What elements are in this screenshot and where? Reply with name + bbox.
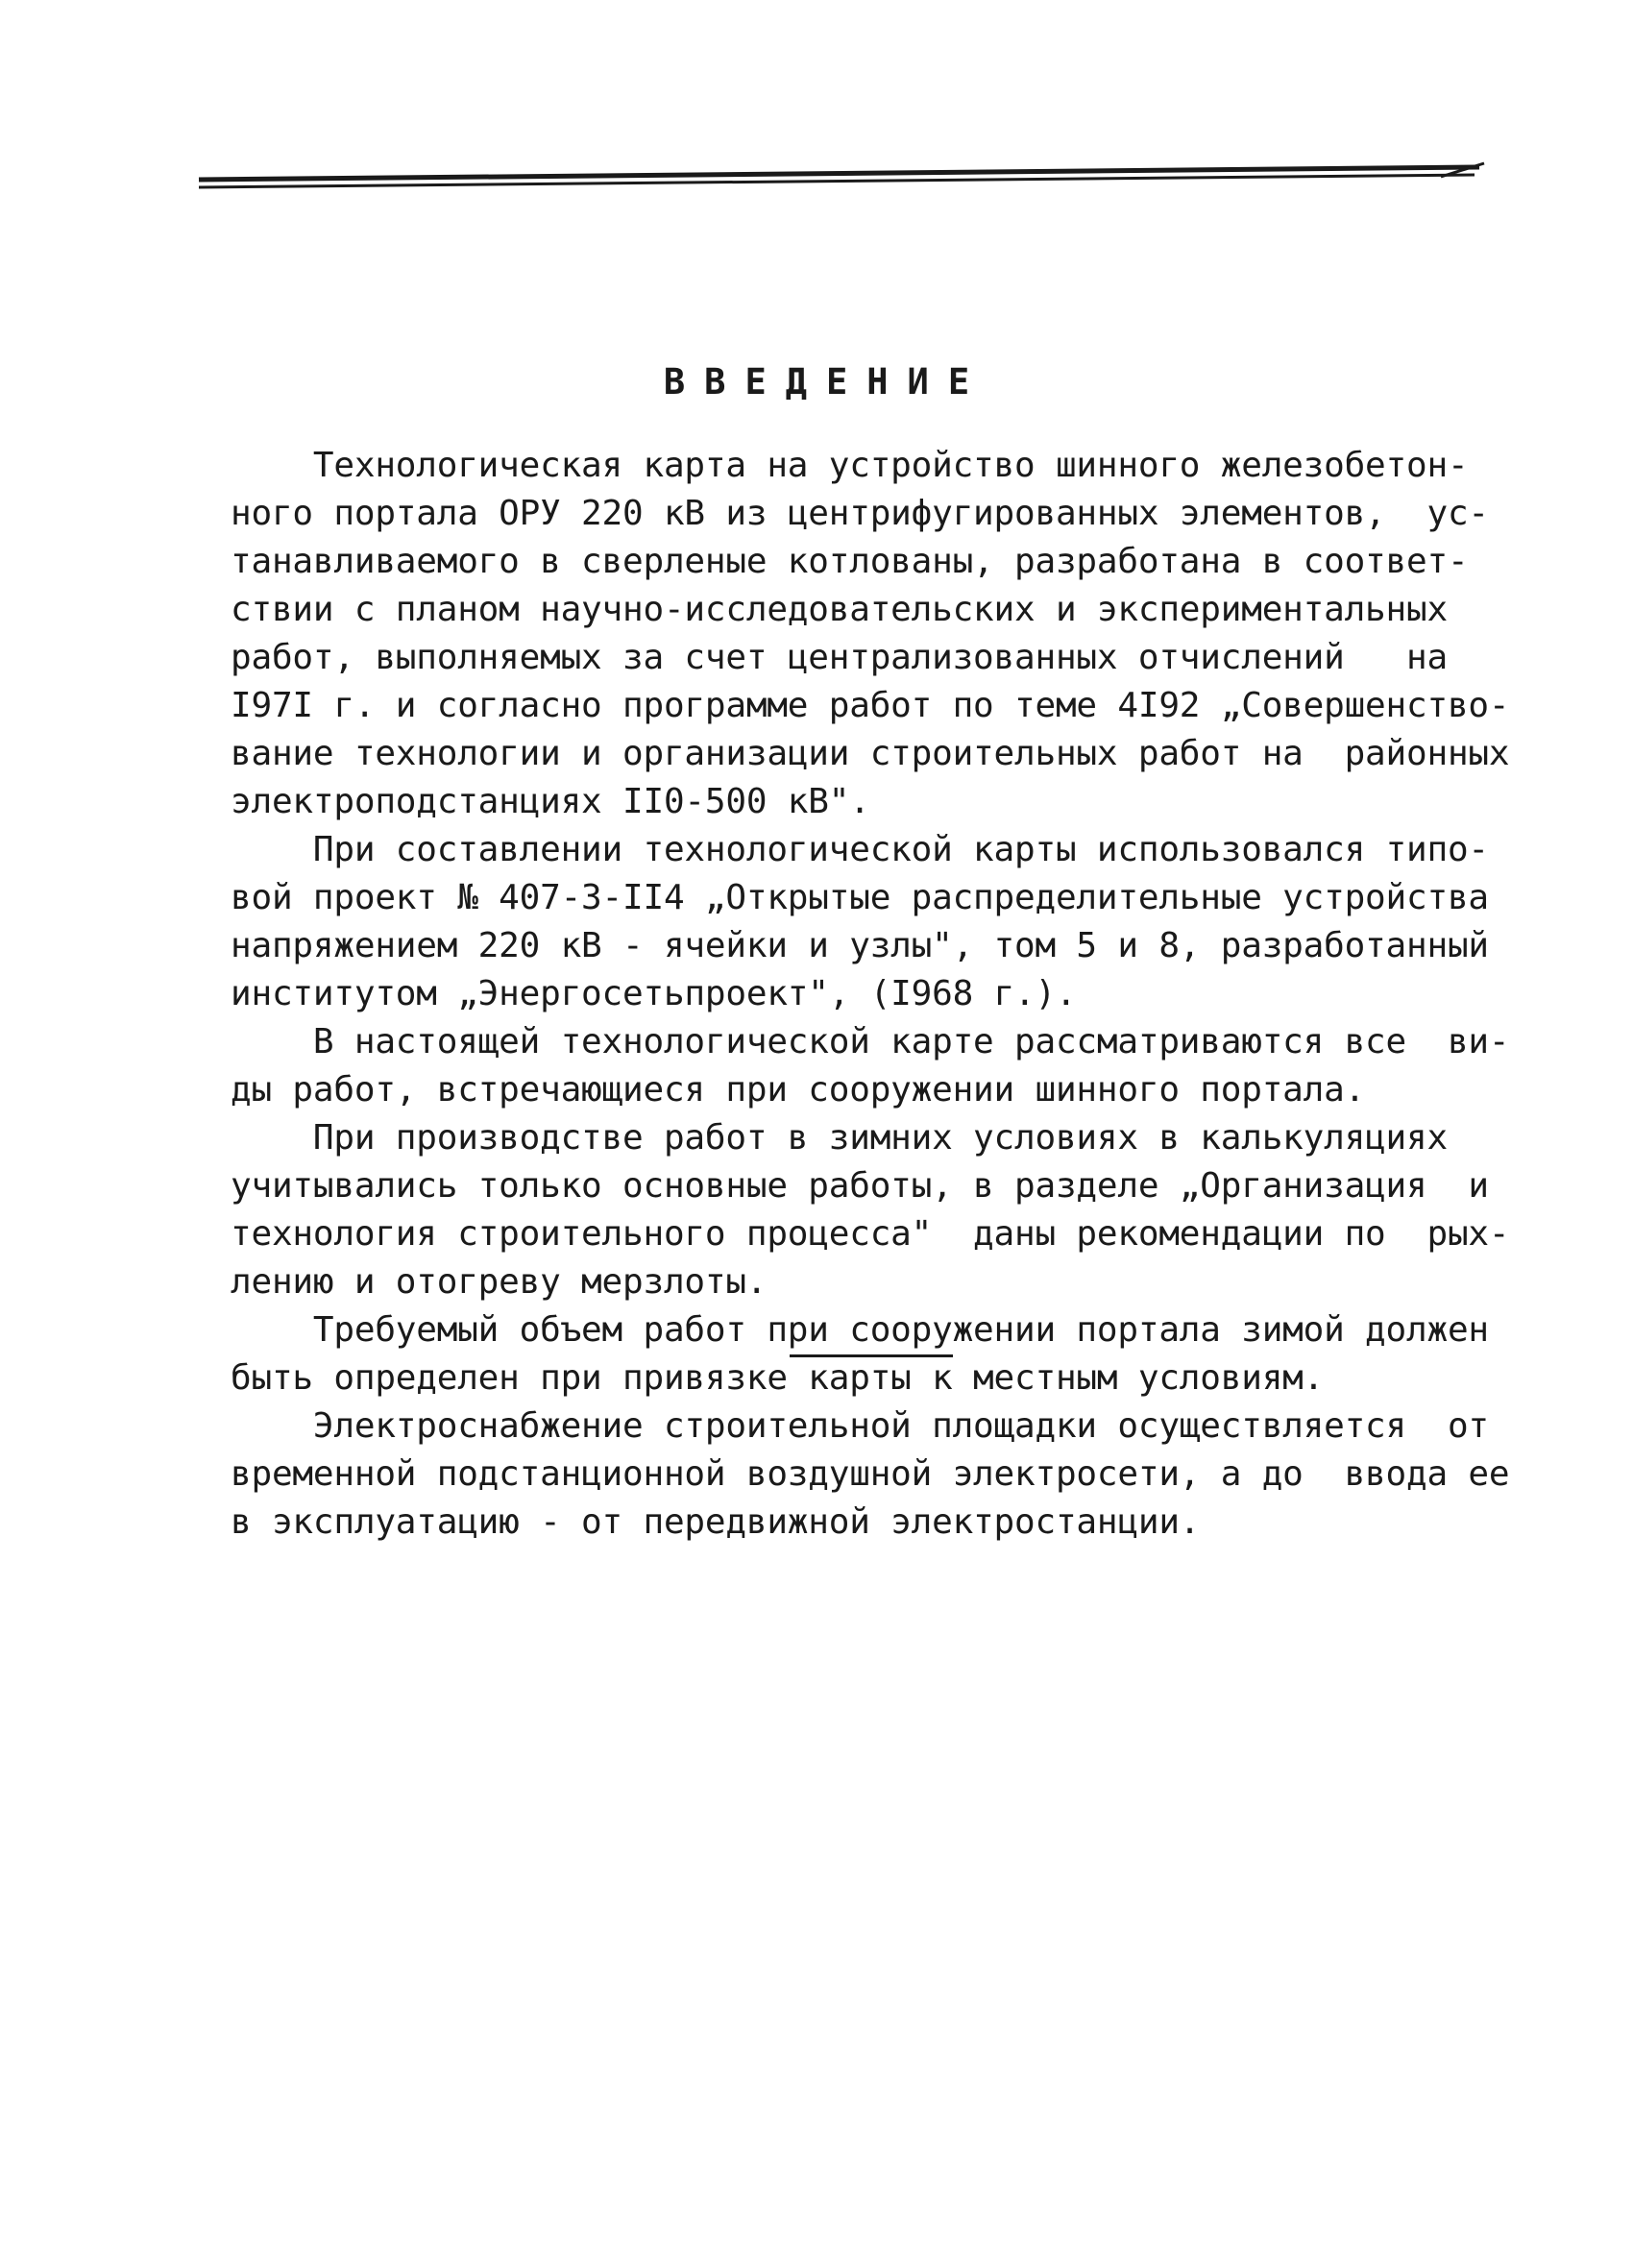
text-line: Электроснабжение строительной площадки осуществляется от	[231, 1406, 1489, 1446]
text-line: Технологическая карта на устройство шинного железобетон-	[231, 446, 1469, 485]
text-line: ного портала ОРУ 220 кВ из центрифугированных элементов, ус-	[231, 494, 1489, 533]
text-line: лению и отогреву мерзлоты.	[231, 1262, 768, 1302]
text-line: электроподстанциях II0-500 кВ".	[231, 782, 870, 821]
text-line: временной подстанционной воздушной электросети, а до ввода ее	[231, 1454, 1510, 1494]
document-title: ВВЕДЕНИЕ	[663, 361, 989, 402]
text-line: танавливаемого в сверленые котлованы, разработана в соответ-	[231, 542, 1469, 581]
text-line: При составлении технологической карты использовался типо-	[231, 830, 1489, 869]
text-line: I97I г. и согласно программе работ по теме 4I92 „Совершенство-	[231, 686, 1510, 725]
text-line: технология строительного процесса" даны рекомендации по рых-	[231, 1214, 1510, 1254]
text-line: вой проект № 407-3-II4 „Открытые распределительные устройства	[231, 878, 1489, 917]
end-divider	[790, 1354, 953, 1357]
text-line: напряжением 220 кВ - ячейки и узлы", том 5 и 8, разработанный	[231, 926, 1489, 965]
text-line: в эксплуатацию - от передвижной электростанции.	[231, 1502, 1201, 1542]
text-line: работ, выполняемых за счет централизованных отчислений на	[231, 638, 1448, 677]
text-line: ды работ, встречающиеся при сооружении шинного портала.	[231, 1070, 1366, 1110]
text-line: институтом „Энергосетьпроект", (I968 г.).	[231, 974, 1077, 1013]
body-text	[231, 442, 1510, 1547]
text-line: быть определен при привязке карты к местным условиям.	[231, 1358, 1325, 1398]
text-line: Требуемый объем работ при сооружении портала зимой должен	[231, 1310, 1489, 1350]
text-line: ствии с планом научно-исследовательских и экспериментальных	[231, 590, 1448, 629]
text-line: вание технологии и организации строительных работ на районных	[231, 734, 1510, 773]
header-rule	[0, 0, 1633, 221]
text-line: учитывались только основные работы, в разделе „Организация и	[231, 1166, 1489, 1206]
text-line: В настоящей технологической карте рассматриваются все ви-	[231, 1022, 1510, 1061]
text-line: При производстве работ в зимних условиях в калькуляциях	[231, 1118, 1448, 1158]
